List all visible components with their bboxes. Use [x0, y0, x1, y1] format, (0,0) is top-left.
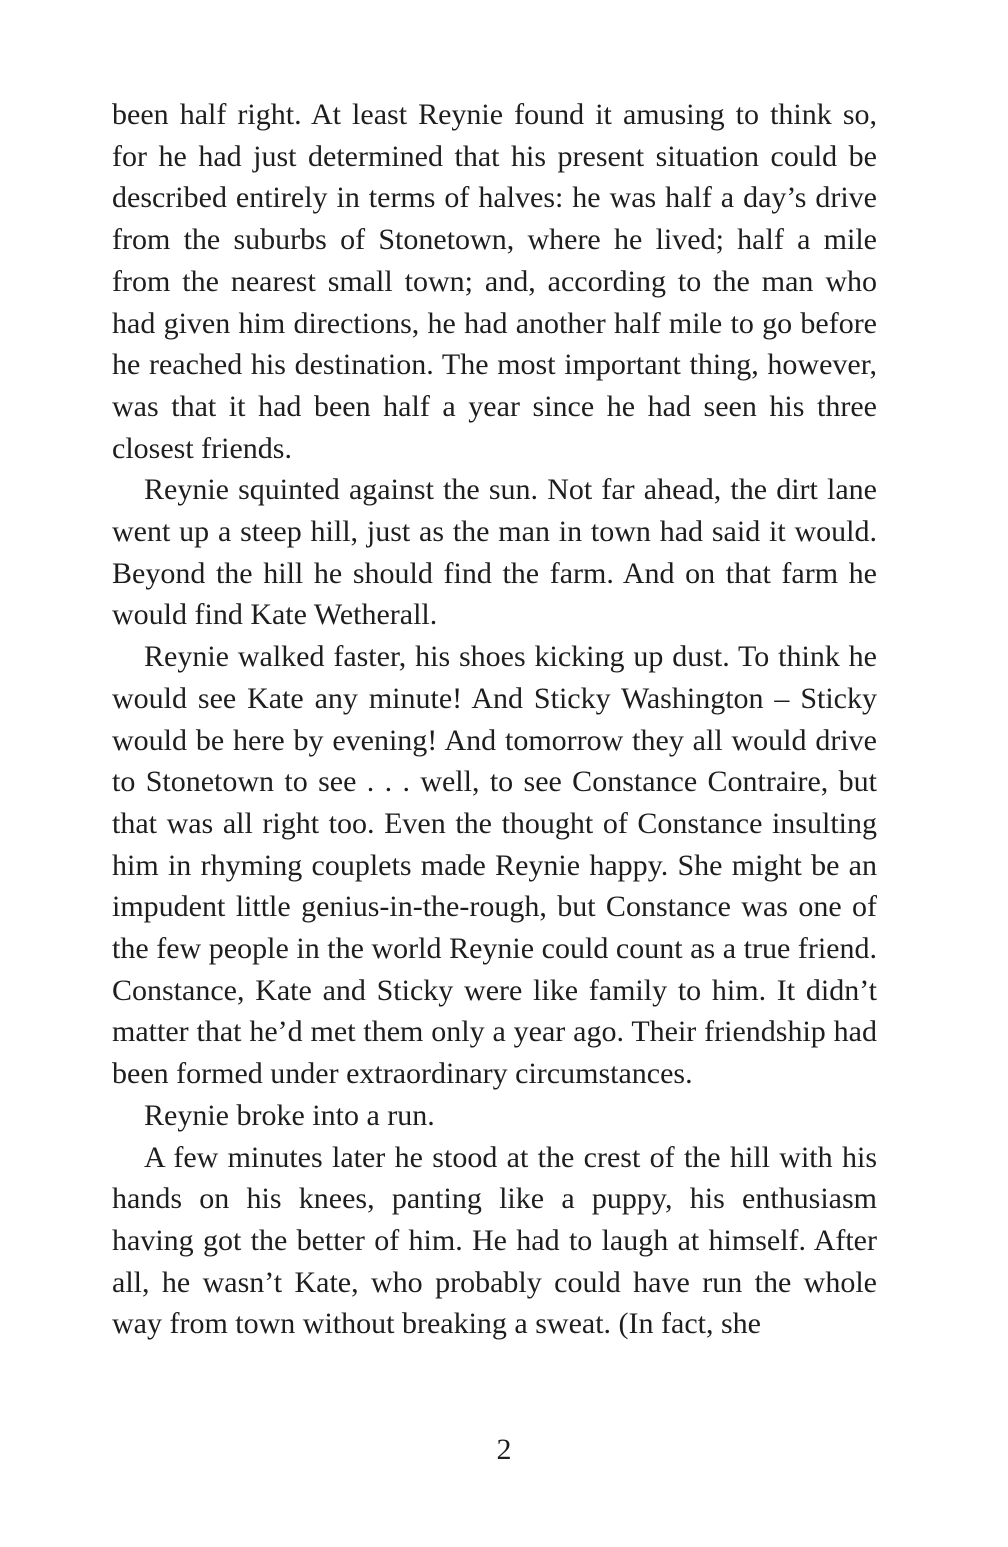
page-number: 2	[496, 1433, 512, 1466]
page-body	[112, 94, 877, 1345]
paragraph-2: Reynie squinted against the sun. Not far ahead, the dirt lane went up a steep hill, just as the man in town had said it would. Beyond the hill he should find the farm. And on that farm he would find Kate Wetherall.	[112, 473, 877, 632]
paragraph-3: Reynie walked faster, his shoes kicking up dust. To think he would see Kate any minute! And Sticky Washington – Sticky would be here by evening! And tomorrow they all would drive to Stonetown to see . . . well, to see Constance Contraire, but that was all right too. Even the thought of Constance insulting him in rhyming couplets made Reynie happy. She might be an impudent little genius-in-the-rough, but Constance was one of the few people in the world Reynie could count as a true friend. Constance, Kate and Sticky were like family to him. It didn’t matter that he’d met them only a year ago. Their friendship had been formed under extraordinary circumstances.	[112, 640, 877, 1091]
paragraph-4: Reynie broke into a run.	[144, 1098, 435, 1132]
paragraph-5: A few minutes later he stood at the crest of the hill with his hands on his knees, panting like a puppy, his enthusiasm having got the better of him. He had to laugh at himself. After all, he wasn’t Kate, who probably could have run the whole way from town without breaking a sweat. (In fact, she	[112, 1140, 877, 1341]
paragraph-1: been half right. At least Reynie found it amusing to think so, for he had just determined that his present situation could be described entirely in terms of halves: he was half a day’s drive from the suburbs of Stonetown, where he lived; half a mile from the nearest small town; and, according to the man who had given him directions, he had another half mile to go before he reached his destination. The most important thing, however, was that it had been half a year since he had seen his three closest friends.	[112, 98, 877, 465]
